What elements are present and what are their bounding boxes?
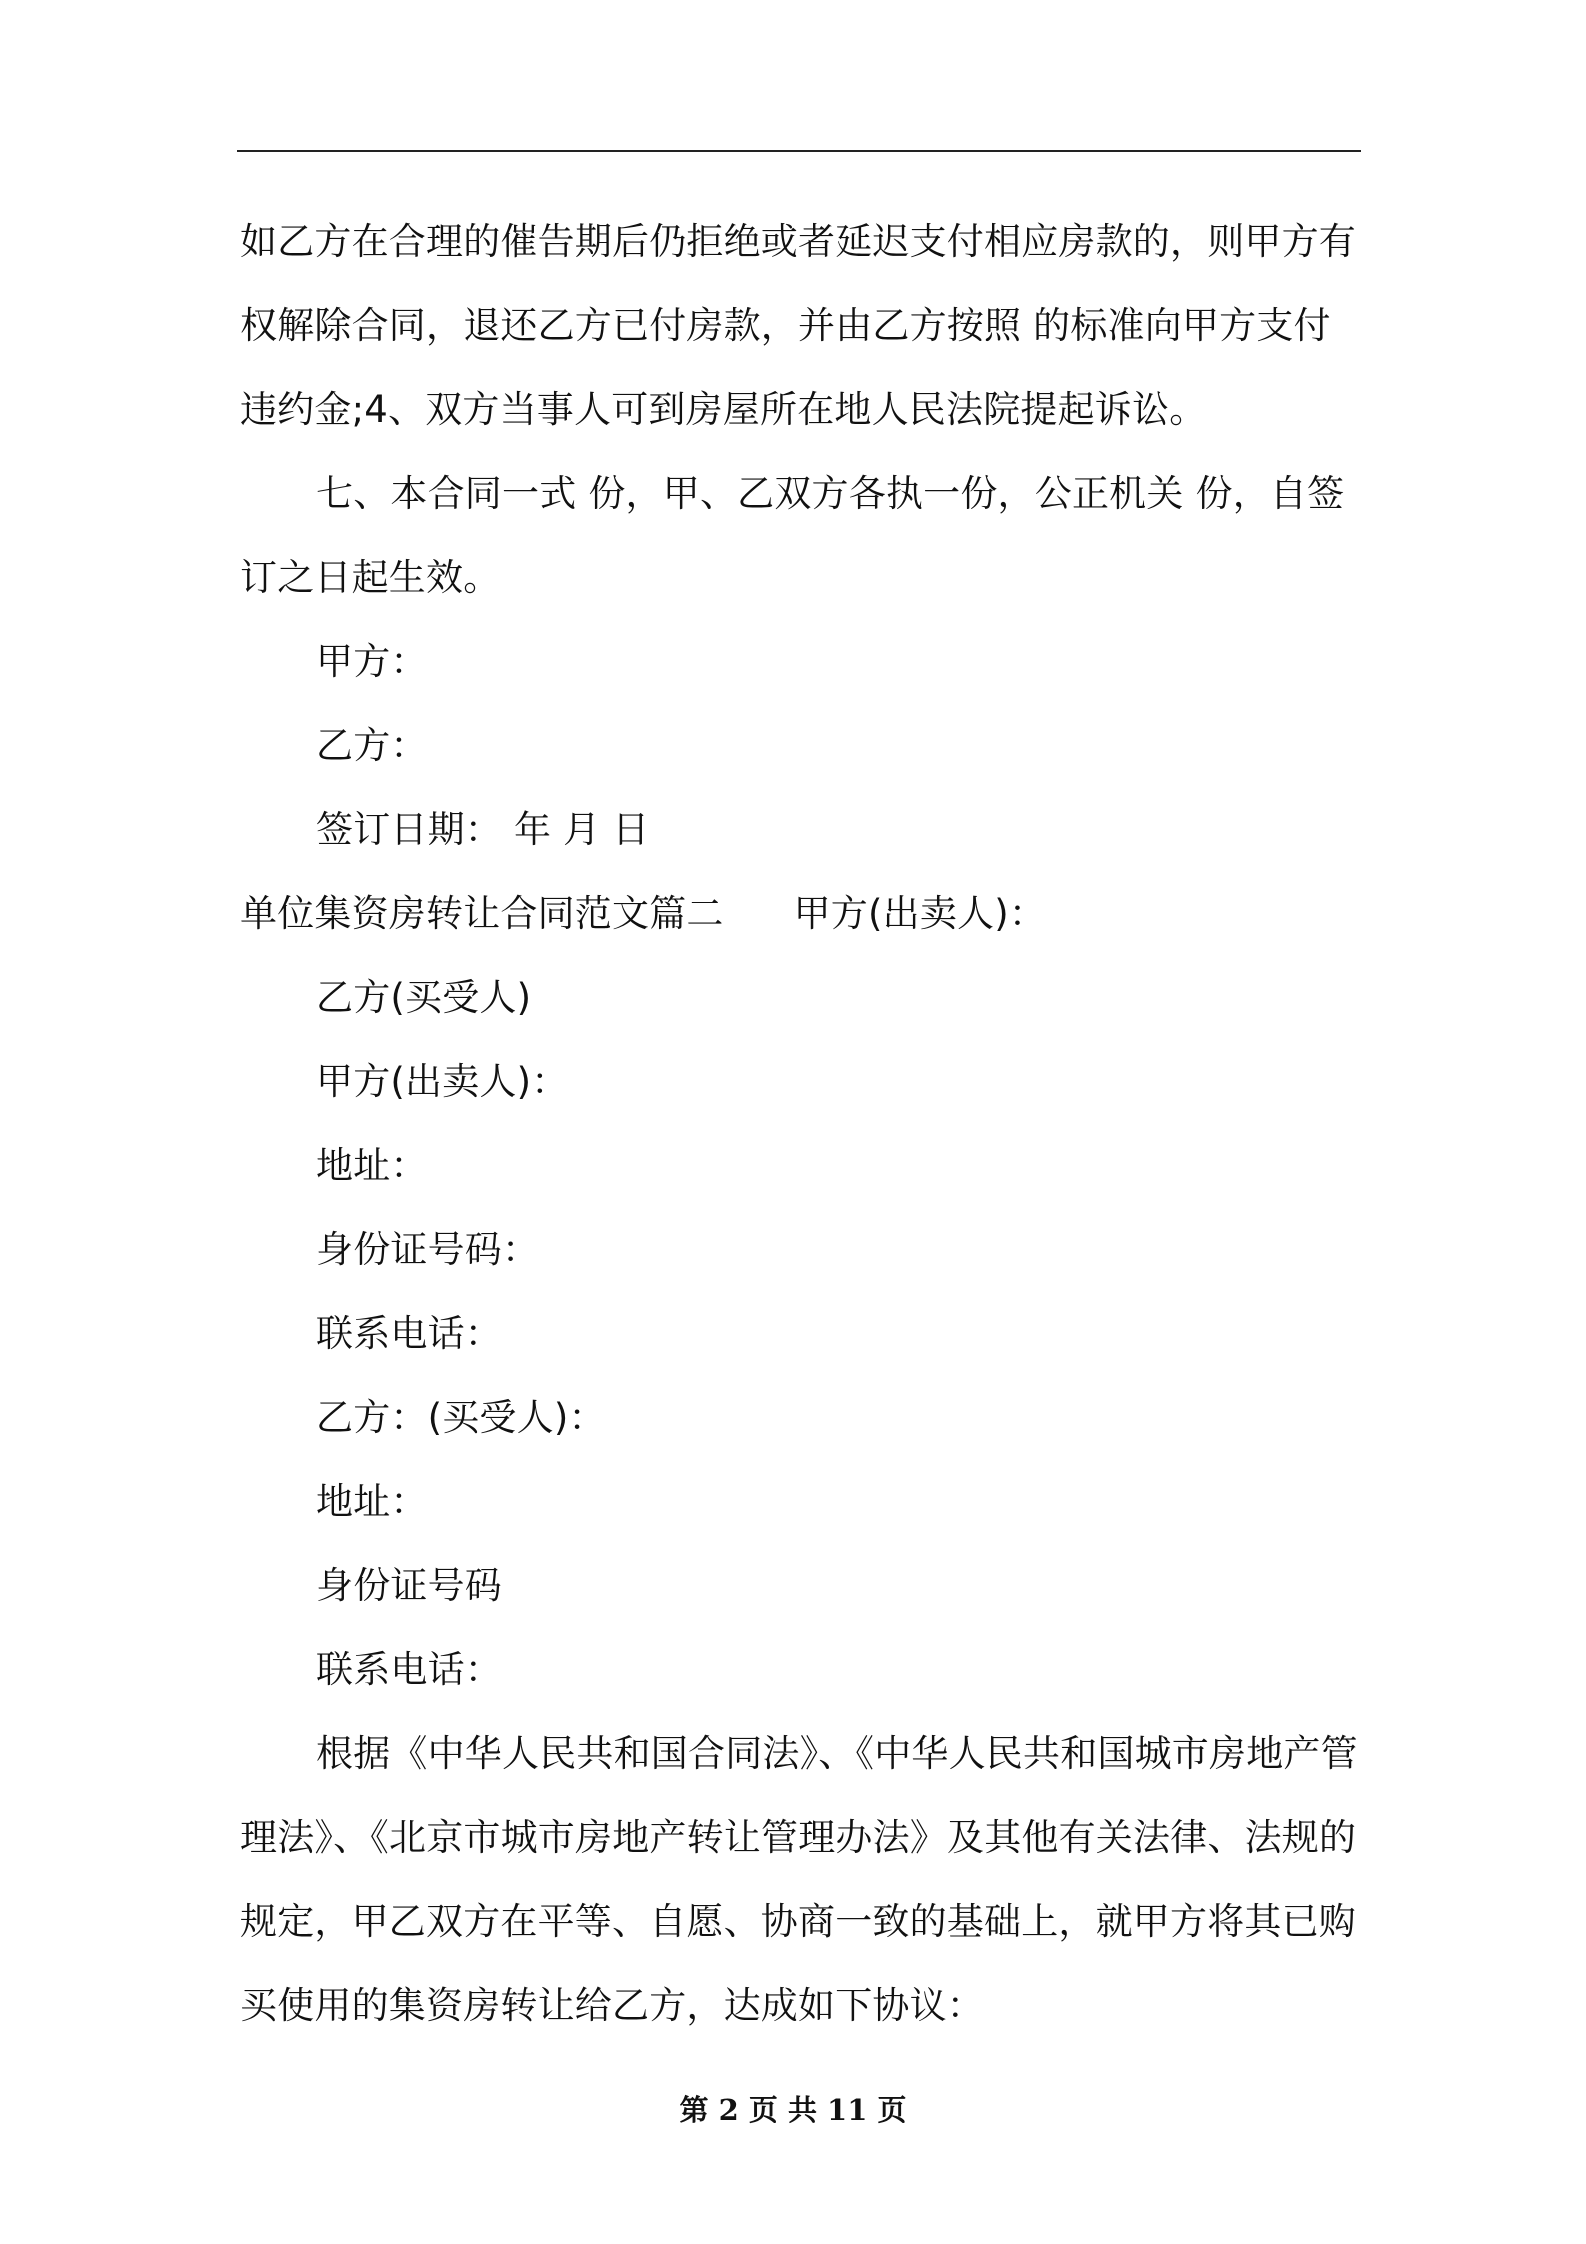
- section-title: 单位集资房转让合同范文篇二: [240, 892, 724, 935]
- buyer-label: 乙方：(买受人)：: [316, 1396, 606, 1439]
- paragraph-line: 理法》、《北京市城市房地产转让管理办法》及其他有关法律、法规的: [240, 1816, 1357, 1859]
- buyer-label: 乙方(买受人): [316, 976, 532, 1019]
- signing-date-label: 签订日期： 年 月 日: [316, 808, 650, 851]
- seller-label: 甲方(出卖人)：: [793, 892, 1047, 935]
- paragraph-line: 违约金;4、双方当事人可到房屋所在地人民法院提起诉讼。: [240, 388, 1207, 431]
- id-number-label: 身份证号码: [316, 1564, 502, 1607]
- party-b-label: 乙方：: [316, 724, 428, 767]
- address-label: 地址：: [316, 1480, 428, 1523]
- party-a-label: 甲方：: [316, 640, 428, 683]
- section-heading-line: [240, 872, 1360, 956]
- id-number-label: 身份证号码：: [316, 1228, 540, 1271]
- document-body: [240, 200, 1360, 2048]
- seller-label: 甲方(出卖人)：: [316, 1060, 569, 1103]
- paragraph-line: 根据《中华人民共和国合同法》、《中华人民共和国城市房地产管: [316, 1732, 1358, 1775]
- phone-label: 联系电话：: [316, 1312, 502, 1355]
- paragraph-line: 规定，甲乙双方在平等、自愿、协商一致的基础上，就甲方将其已购: [240, 1900, 1356, 1943]
- address-label: 地址：: [316, 1144, 428, 1187]
- page-number: 第 2 页 共 11 页: [679, 2093, 907, 2127]
- paragraph-line: 七、本合同一式 份，甲、乙双方各执一份，公正机关 份，自签: [316, 472, 1345, 515]
- paragraph-line: 买使用的集资房转让给乙方，达成如下协议：: [240, 1984, 984, 2027]
- phone-label: 联系电话：: [316, 1648, 502, 1691]
- paragraph-line: 如乙方在合理的催告期后仍拒绝或者延迟支付相应房款的，则甲方有: [240, 220, 1356, 263]
- paragraph-line: 订之日起生效。: [240, 556, 501, 599]
- paragraph-line: 权解除合同，退还乙方已付房款，并由乙方按照 的标准向甲方支付: [240, 304, 1331, 347]
- header-rule: [237, 150, 1361, 152]
